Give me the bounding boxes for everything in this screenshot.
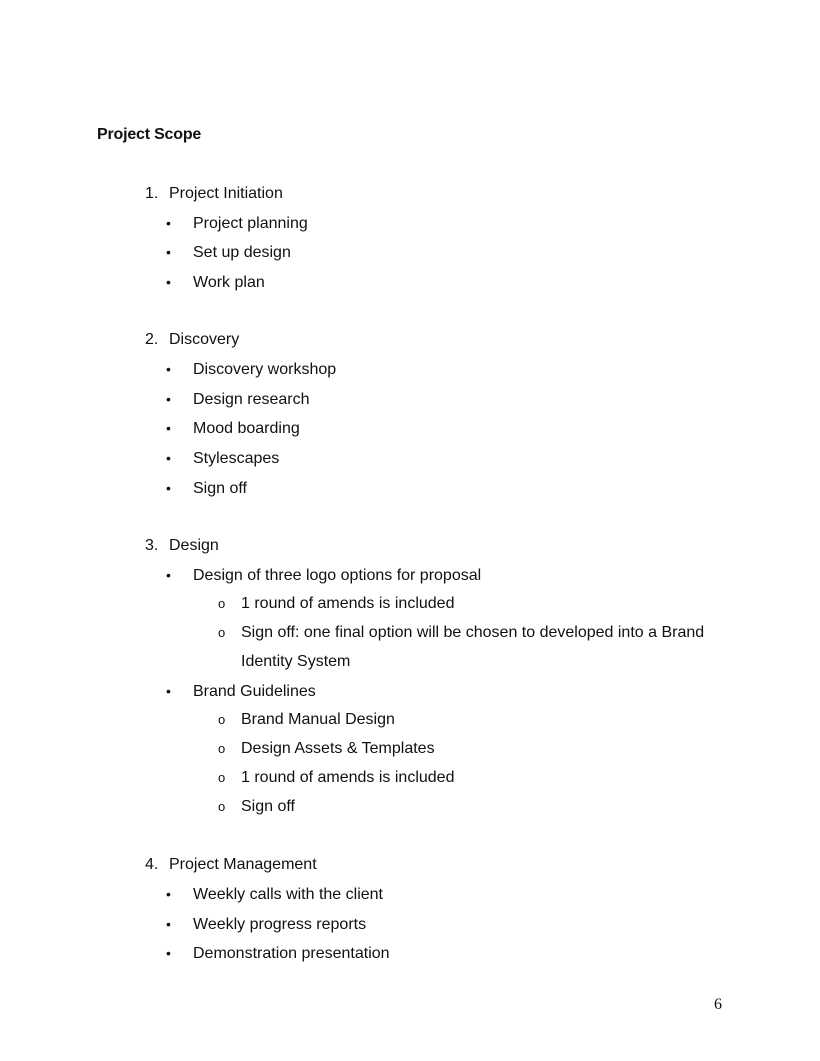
bullet-icon: •	[166, 391, 171, 407]
list-item	[166, 418, 300, 439]
list-item-label: Project planning	[193, 215, 308, 232]
section-title: Design	[169, 537, 219, 554]
sub-list-item	[218, 594, 454, 614]
section-number: 3.	[145, 537, 159, 554]
circle-bullet-icon: o	[218, 799, 226, 814]
section-title: Discovery	[169, 331, 240, 348]
section-title: Project Management	[169, 856, 317, 873]
list-item-label: Brand Guidelines	[193, 683, 316, 700]
list-item-label: Set up design	[193, 244, 291, 261]
list-item-label: Sign off	[193, 480, 247, 497]
section-2-title	[145, 330, 239, 350]
list-item-label: Weekly progress reports	[193, 916, 367, 933]
list-item	[166, 884, 383, 905]
section-4-title	[145, 855, 317, 875]
section-number: 4.	[145, 856, 159, 873]
bullet-icon: •	[166, 886, 171, 902]
section-title: Project Initiation	[169, 185, 283, 202]
bullet-icon: •	[166, 361, 171, 377]
sub-list-item	[218, 710, 395, 730]
bullet-icon: •	[166, 945, 171, 961]
list-item	[166, 478, 247, 499]
list-item	[166, 389, 310, 410]
bullet-icon: •	[166, 567, 171, 583]
page-number: 6	[714, 996, 722, 1013]
bullet-icon: •	[166, 683, 171, 699]
circle-bullet-icon: o	[218, 770, 226, 785]
list-item-label: Discovery workshop	[193, 361, 337, 378]
list-item	[166, 242, 291, 263]
sub-list-item	[218, 623, 704, 643]
list-item	[166, 681, 316, 702]
sub-list-item	[218, 768, 454, 788]
list-item-label: Weekly calls with the client	[193, 886, 383, 903]
sub-list-item-label: 1 round of amends is included	[241, 595, 455, 612]
sub-list-item-label: Brand Manual Design	[241, 711, 395, 728]
list-item	[166, 213, 308, 234]
sub-list-item-label: Sign off	[241, 798, 295, 815]
sub-list-item	[218, 739, 435, 759]
list-item-label: Design of three logo options for proposal	[193, 567, 482, 584]
list-item	[166, 565, 481, 586]
sub-list-item	[218, 797, 295, 817]
bullet-icon: •	[166, 450, 171, 466]
bullet-icon: •	[166, 420, 171, 436]
sub-list-item-label: Design Assets & Templates	[241, 740, 435, 757]
section-number: 2.	[145, 331, 159, 348]
circle-bullet-icon: o	[218, 596, 226, 611]
sub-list-item-label: 1 round of amends is included	[241, 769, 455, 786]
section-1-title	[145, 184, 283, 204]
section-3-title	[145, 536, 219, 556]
list-item-label: Design research	[193, 391, 310, 408]
list-item-label: Demonstration presentation	[193, 945, 390, 962]
bullet-icon: •	[166, 480, 171, 496]
list-item	[166, 448, 279, 469]
list-item	[166, 272, 265, 293]
bullet-icon: •	[166, 916, 171, 932]
list-item	[166, 943, 390, 964]
bullet-icon: •	[166, 244, 171, 260]
list-item-label: Mood boarding	[193, 420, 300, 437]
sub-list-item-continuation: Identity System	[241, 653, 351, 670]
list-item	[166, 914, 366, 935]
bullet-icon: •	[166, 215, 171, 231]
circle-bullet-icon: o	[218, 741, 226, 756]
list-item-label: Work plan	[193, 274, 265, 291]
list-item-label: Stylescapes	[193, 450, 280, 467]
section-number: 1.	[145, 185, 159, 202]
sub-list-item-label: Sign off: one final option will be chosen to developed into a Brand	[241, 624, 705, 641]
circle-bullet-icon: o	[218, 712, 226, 727]
list-item	[166, 359, 336, 380]
bullet-icon: •	[166, 274, 171, 290]
section-heading: Project Scope	[97, 126, 202, 143]
circle-bullet-icon: o	[218, 625, 226, 640]
